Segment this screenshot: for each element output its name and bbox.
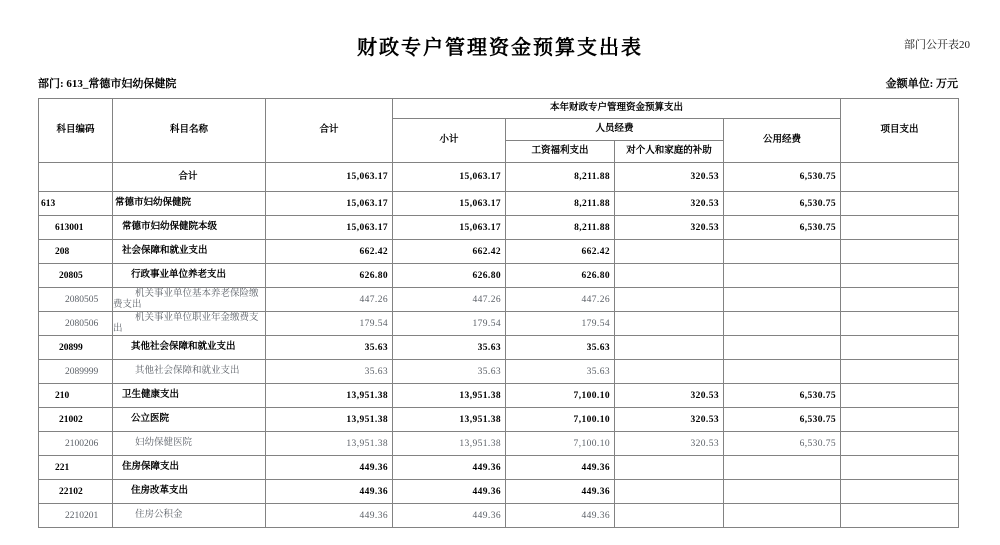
value-cell — [615, 288, 724, 312]
value-cell: 662.42 — [393, 240, 506, 264]
value-cell: 35.63 — [266, 360, 393, 384]
value-cell: 13,951.38 — [393, 408, 506, 432]
subject-code-cell: 210 — [39, 384, 113, 408]
value-cell: 449.36 — [266, 480, 393, 504]
value-cell: 449.36 — [393, 504, 506, 528]
subject-name-cell: 社会保障和就业支出 — [113, 240, 266, 264]
value-cell: 320.53 — [615, 408, 724, 432]
table-row — [39, 240, 959, 264]
value-cell — [724, 336, 841, 360]
value-cell: 447.26 — [506, 288, 615, 312]
value-cell: 13,951.38 — [393, 432, 506, 456]
table-row — [39, 456, 959, 480]
page-title: 财政专户管理资金预算支出表 — [357, 37, 643, 59]
subject-code-cell: 2080505 — [39, 288, 113, 312]
value-cell: 13,951.38 — [266, 432, 393, 456]
col-header-public-funds: 公用经费 — [724, 119, 841, 163]
subject-code-cell: 22102 — [39, 480, 113, 504]
value-cell: 449.36 — [393, 480, 506, 504]
value-cell — [724, 480, 841, 504]
value-cell: 449.36 — [266, 504, 393, 528]
value-cell — [841, 192, 959, 216]
table-body — [39, 163, 959, 528]
col-header-subtotal: 小计 — [393, 119, 506, 163]
value-cell — [724, 360, 841, 384]
value-cell: 6,530.75 — [724, 216, 841, 240]
table-row — [39, 384, 959, 408]
value-cell — [615, 360, 724, 384]
col-header-family-subsidy: 对个人和家庭的补助 — [615, 141, 724, 163]
value-cell: 13,951.38 — [266, 408, 393, 432]
value-cell: 35.63 — [506, 336, 615, 360]
subject-code-cell: 21002 — [39, 408, 113, 432]
table-row — [39, 504, 959, 528]
value-cell: 449.36 — [506, 504, 615, 528]
value-cell — [724, 504, 841, 528]
value-cell — [841, 240, 959, 264]
value-cell — [841, 288, 959, 312]
subject-name-cell: 机关事业单位职业年金缴费支出 — [113, 312, 266, 336]
value-cell: 662.42 — [506, 240, 615, 264]
value-cell: 7,100.10 — [506, 408, 615, 432]
subject-name-cell: 机关事业单位基本养老保险缴费支出 — [113, 288, 266, 312]
value-cell: 15,063.17 — [393, 216, 506, 240]
table-row — [39, 360, 959, 384]
subject-name-cell: 常德市妇幼保健院本级 — [113, 216, 266, 240]
subject-name-cell: 公立医院 — [113, 408, 266, 432]
value-cell: 320.53 — [615, 192, 724, 216]
value-cell — [615, 312, 724, 336]
value-cell: 8,211.88 — [506, 163, 615, 192]
col-header-wages: 工资福利支出 — [506, 141, 615, 163]
table-row — [39, 312, 959, 336]
value-cell — [841, 312, 959, 336]
table-row — [39, 480, 959, 504]
value-cell — [615, 456, 724, 480]
value-cell — [615, 240, 724, 264]
col-header-current-year-group: 本年财政专户管理资金预算支出 — [393, 99, 841, 119]
col-header-personnel: 人员经费 — [506, 119, 724, 141]
value-cell: 15,063.17 — [266, 216, 393, 240]
value-cell — [615, 336, 724, 360]
subject-name-cell: 合计 — [113, 163, 266, 192]
subject-name-cell: 卫生健康支出 — [113, 384, 266, 408]
value-cell — [615, 480, 724, 504]
value-cell: 35.63 — [393, 360, 506, 384]
value-cell: 6,530.75 — [724, 192, 841, 216]
subject-name-cell: 妇幼保健医院 — [113, 432, 266, 456]
value-cell — [841, 216, 959, 240]
value-cell: 8,211.88 — [506, 192, 615, 216]
subject-name-cell: 住房公积金 — [113, 504, 266, 528]
value-cell: 15,063.17 — [266, 163, 393, 192]
value-cell: 179.54 — [393, 312, 506, 336]
table-row — [39, 216, 959, 240]
subject-code-cell: 221 — [39, 456, 113, 480]
value-cell — [724, 288, 841, 312]
value-cell — [724, 456, 841, 480]
value-cell: 6,530.75 — [724, 432, 841, 456]
subject-code-cell: 613 — [39, 192, 113, 216]
value-cell: 15,063.17 — [393, 163, 506, 192]
value-cell: 179.54 — [506, 312, 615, 336]
value-cell: 626.80 — [266, 264, 393, 288]
value-cell: 179.54 — [266, 312, 393, 336]
subject-code-cell: 613001 — [39, 216, 113, 240]
value-cell — [841, 480, 959, 504]
subject-code-cell: 20899 — [39, 336, 113, 360]
value-cell: 35.63 — [506, 360, 615, 384]
col-header-total: 合计 — [266, 99, 393, 163]
value-cell: 6,530.75 — [724, 163, 841, 192]
value-cell: 6,530.75 — [724, 384, 841, 408]
table-row — [39, 192, 959, 216]
department-label: 部门: 613_常德市妇幼保健院 — [38, 78, 177, 90]
value-cell: 15,063.17 — [266, 192, 393, 216]
value-cell: 449.36 — [393, 456, 506, 480]
value-cell — [841, 456, 959, 480]
value-cell: 662.42 — [266, 240, 393, 264]
value-cell: 13,951.38 — [393, 384, 506, 408]
value-cell — [615, 504, 724, 528]
subject-name-cell: 其他社会保障和就业支出 — [113, 360, 266, 384]
table-row — [39, 432, 959, 456]
value-cell — [841, 163, 959, 192]
value-cell — [724, 240, 841, 264]
col-header-subject-code: 科目编码 — [39, 99, 113, 163]
table-row — [39, 408, 959, 432]
value-cell: 449.36 — [506, 480, 615, 504]
value-cell: 320.53 — [615, 384, 724, 408]
subject-code-cell: 2100206 — [39, 432, 113, 456]
subject-name-cell: 住房改革支出 — [113, 480, 266, 504]
value-cell — [841, 264, 959, 288]
value-cell: 35.63 — [266, 336, 393, 360]
value-cell: 6,530.75 — [724, 408, 841, 432]
value-cell — [841, 408, 959, 432]
table-row — [39, 288, 959, 312]
value-cell: 7,100.10 — [506, 432, 615, 456]
value-cell: 320.53 — [615, 163, 724, 192]
value-cell: 626.80 — [506, 264, 615, 288]
form-number-label: 部门公开表20 — [904, 39, 970, 51]
subject-code-cell — [39, 163, 113, 192]
subject-code-cell: 208 — [39, 240, 113, 264]
value-cell: 35.63 — [393, 336, 506, 360]
meta-row — [38, 75, 958, 91]
subject-name-cell: 常德市妇幼保健院 — [113, 192, 266, 216]
subject-code-cell: 2210201 — [39, 504, 113, 528]
value-cell: 320.53 — [615, 432, 724, 456]
table-row — [39, 336, 959, 360]
value-cell — [841, 384, 959, 408]
value-cell — [841, 432, 959, 456]
value-cell: 449.36 — [506, 456, 615, 480]
table-header — [39, 99, 959, 163]
subject-name-cell: 住房保障支出 — [113, 456, 266, 480]
value-cell: 320.53 — [615, 216, 724, 240]
table-row — [39, 264, 959, 288]
budget-table — [38, 98, 959, 528]
subject-code-cell: 20805 — [39, 264, 113, 288]
value-cell: 449.36 — [266, 456, 393, 480]
value-cell: 7,100.10 — [506, 384, 615, 408]
col-header-project: 项目支出 — [841, 99, 959, 163]
unit-label: 金额单位: 万元 — [885, 78, 958, 90]
value-cell — [841, 504, 959, 528]
value-cell — [615, 264, 724, 288]
value-cell: 15,063.17 — [393, 192, 506, 216]
value-cell: 447.26 — [393, 288, 506, 312]
value-cell — [724, 264, 841, 288]
subject-code-cell: 2089999 — [39, 360, 113, 384]
value-cell: 626.80 — [393, 264, 506, 288]
subject-name-cell: 其他社会保障和就业支出 — [113, 336, 266, 360]
subject-name-cell: 行政事业单位养老支出 — [113, 264, 266, 288]
table-row — [39, 163, 959, 192]
value-cell — [724, 312, 841, 336]
subject-code-cell: 2080506 — [39, 312, 113, 336]
value-cell: 447.26 — [266, 288, 393, 312]
value-cell: 13,951.38 — [266, 384, 393, 408]
value-cell: 8,211.88 — [506, 216, 615, 240]
col-header-subject-name: 科目名称 — [113, 99, 266, 163]
value-cell — [841, 360, 959, 384]
value-cell — [841, 336, 959, 360]
